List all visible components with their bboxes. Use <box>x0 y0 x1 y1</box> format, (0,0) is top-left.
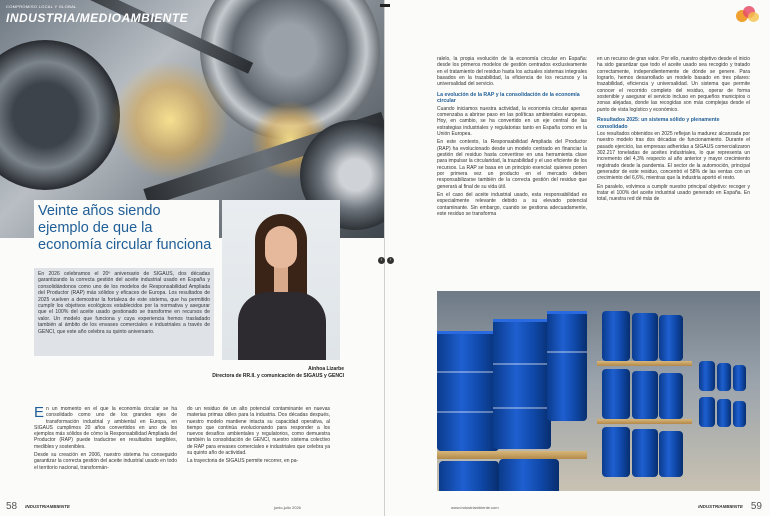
paragraph: En el caso del aceite industrial usado, esta responsabilidad es especialmente relevante debido a su elevado potencial contaminante. Sin embargo, cuando se gestiona adecuadamente, este residuo se transforma <box>437 192 587 218</box>
paragraph: ralelo, la propia evolución de la economía circular en España: desde los primeros modelos de gestión centrados exclusivamente en el tratamiento del residuo hasta los actuales sistemas integrales basados en la trazabilidad, la eficiencia de los recursos y la universalidad del servicio. <box>437 56 587 88</box>
right-column-2 <box>597 56 750 219</box>
author-portrait <box>222 200 340 360</box>
paragraph: en un recurso de gran valor. Por ello, nuestro objetivo desde el inicio ha sido garantizar que todo el aceite usado sea recogido y tratado correctamente, independientemente de dónde se genere. Para lograrlo, hemos desarrollado un modelo basado en tres pilares: trazabilidad, eficiencia y universalidad. Un sistema que permite conocer el recorrido completo del residuo, operar de forma sostenible y asegurar el servicio incluso en pequeños municipios o zonas alejadas, donde las recogidas son más complejas desde el punto de vista logístico y económico. <box>597 56 750 113</box>
next-page-icon[interactable]: › <box>387 257 394 264</box>
paragraph: En paralelo, volvimos a cumplir nuestro principal objetivo: recoger y tratar el 100% del aceite industrial usado generado en España. En total, nuestra red dé más de <box>597 183 750 203</box>
footer-date: junio-julio 2026 <box>274 505 301 510</box>
author-name: Ainhoa Lizarbe <box>308 366 344 372</box>
footer-brand: INDUSTRIAMBIENTE <box>698 504 743 509</box>
paragraph: Cuando iniciamos nuestra actividad, la economía circular apenas comenzaba a abrirse paso en las políticas ambientales europeas. Hoy, en cambio, se ha convertido en un eje central de las estrategias industriales y regulatorias tanto en España como en la Unión Europea. <box>437 105 587 137</box>
left-body-columns <box>34 406 330 473</box>
paragraph: En este contexto, la Responsabilidad Ampliada del Productor (RAP) ha evolucionado desde un modelo centrado en financiar la gestión del residuo hasta convertirse en una herramienta clave para impulsar la circularidad, la trazabilidad y el uso eficiente de los recursos. La RAP se basa en un principio esencial: quienes ponen por primera vez un producto en el mercado deben responsabilizarse también de la correcta gestión del residuo que generará al final de su vida útil. <box>437 139 587 190</box>
intro-box <box>34 268 214 356</box>
page-number: 59 <box>750 501 762 512</box>
paragraph: Los resultados obtenidos en 2025 reflejan la madurez alcanzada por nuestro modelo tras dos décadas de funcionamiento. Durante el pasado ejercicio, las empresas adheridas a SIGAUS comercializaron 302.217 toneladas de aceites industriales, lo que representa un incremento del 4,3% respecto al año anterior y mayor crecimiento registrado desde la pandemia. El sector de la automoción, principal generador de este residuo, concentró el 58% de las ventas con un crecimiento del 6,6%, mientras que la industria aportó el resto. <box>597 130 750 182</box>
fold-mark <box>380 4 390 7</box>
author-role: Directora de RR.II. y comunicación de SIGAUS y GENCI <box>212 373 344 379</box>
right-column-1 <box>437 56 587 219</box>
section-header <box>6 4 188 27</box>
paragraph: La trayectoria de SIGAUS permite recorrer, en pa- <box>187 458 299 465</box>
intro-text: En 2026 celebramos el 20º aniversario de SIGAUS, dos décadas garantizando la correcta gestión del aceite industrial usado en España y consolidándonos como uno de los modelos de Responsabilidad Ampliada del Productor (RAP) más sólidos y eficaces de Europa. Los resultados de 2025 vuelven a demostrar la fortaleza de este sistema, que ha permitido cumplir los objetivos ecológicos establecidos por la normativa y asegurar que el 100% del aceite usado gestionado se transforme en recursos de valor. Un modelo que funciona y cuya experiencia hemos trasladado también al ámbito de los envases comerciales e industriales a través de GENCI, que este año celebra su quinto aniversario. <box>38 271 210 335</box>
footer-brand: INDUSTRIAMBIENTE <box>25 504 70 509</box>
subheading: La evolución de la RAP y la consolidación de la economía circular <box>437 91 580 105</box>
author-credit <box>212 366 344 379</box>
dropcap: E <box>34 404 45 421</box>
spread-navigation[interactable] <box>378 257 394 264</box>
barrels-photo <box>437 291 760 491</box>
right-page <box>385 0 770 516</box>
paragraph: do un residuo de un alto potencial contaminante en nuevas materias primas útiles para la industria. Dos décadas después, nuestro modelo mantiene intacta su capacidad operativa, al tiempo que continúa evolucionando para responder a los nuevos desafíos ambientales y regulatorios, como demuestra también la consolidación de GENCI, nuestro sistema colectivo de RAP para envases comerciales e industriales que celebra ya su quinto año de actividad. <box>187 406 330 457</box>
brand-logo-icon <box>736 6 760 22</box>
previous-page-icon[interactable]: ‹ <box>378 257 385 264</box>
section-subtitle: COMPROMISO LOCAL Y GLOBAL <box>6 4 77 9</box>
paragraph: En un momento en el que la economía circular se ha consolidado como uno de los grandes ejes de transformación industrial y ambiental en Europa, en SIGAUS cumplimos 20 años convertidos en uno de los ejemplos más sólidos de cómo la Responsabilidad Ampliada del Productor (RAP) puede traducirse en resultados tangibles, medibles y sostenibles. <box>34 404 177 450</box>
left-column-1 <box>34 406 177 473</box>
subheading: Resultados 2025: un sistema sólido y plenamente consolidado <box>597 117 720 130</box>
right-footer <box>698 501 762 512</box>
section-title: INDUSTRIA/MEDIOAMBIENTE <box>6 11 189 25</box>
article-title-box <box>34 200 219 258</box>
left-footer <box>6 501 70 512</box>
footer-url: www.industriambiente.com <box>451 505 499 510</box>
page-number: 58 <box>6 501 18 512</box>
article-title: Veinte años siendo ejemplo de que la economía circular funciona <box>38 203 212 253</box>
right-body-columns <box>437 56 750 219</box>
paragraph: Desde su creación en 2006, nuestro sistema ha conseguido garantizar la correcta gestión del aceite industrial usado en todo el territorio nacional, transformán- <box>34 452 177 471</box>
left-column-2 <box>187 406 330 473</box>
